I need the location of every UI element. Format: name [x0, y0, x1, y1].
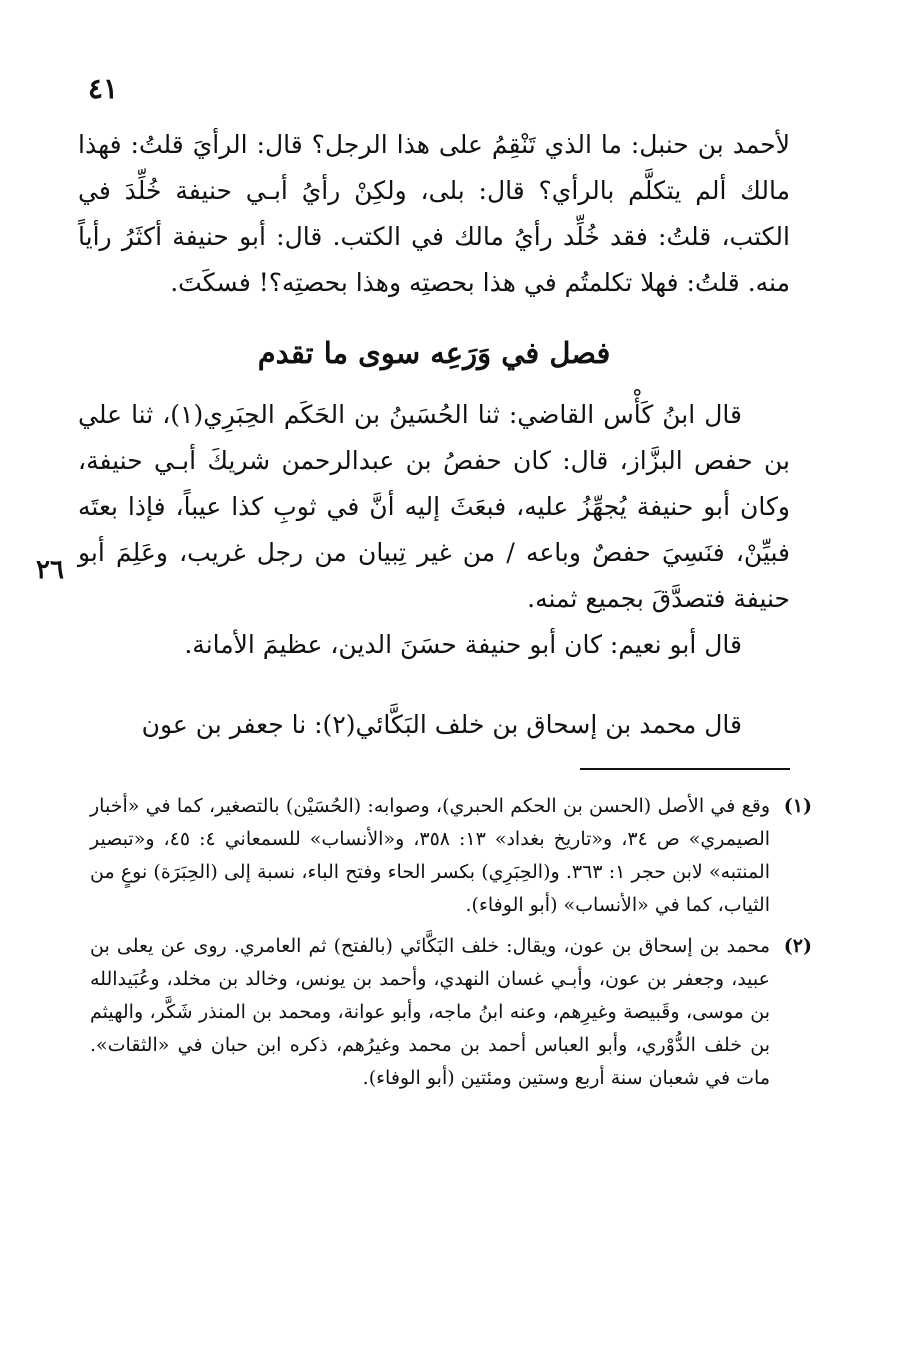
footnote-divider	[580, 768, 790, 770]
closing-paragraph-block	[78, 702, 790, 748]
footnote-text: وقع في الأصل (الحسن بن الحكم الحبري)، وصوابه: (الحُسَيْن) بالتصغير، كما في «أخبار الصيمري» ص ٣٤، و«تاريخ بغداد» ١٣: ٣٥٨، و«الأنساب» للسمعاني ٤: ٤٥، و«تبصير المنتبه» لابن حجر ١: ٣٦٣. و(الحِبَرِي) بكسر الحاء وفتح الباء، نسبة إلى (الحِبَرَة) نوعٍ من الثياب، كما في «الأنساب» (أبو الوفاء).	[90, 795, 771, 916]
footnote-label: (١)	[783, 795, 812, 817]
footnote-text: محمد بن إسحاق بن عون، ويقال: خلف البَكَّائي (بالفتح) ثم العامري. روى عن يعلى بن عبيد، وجعفر بن عون، وأبـي غسان النهدي، وأحمد بن يونس، وخالد بن مخلد، وعُبَيدالله بن موسى، وقَبيصة وغيرِهم، وعنه ابنُ ماجه، وأبو عوانة، ومحمد بن المنذر شَكَّر، والهيثم بن خلف الدُّوْري، وأبو العباس أحمد بن محمد وغيرُهم، ذكره ابن حبان في «الثقات». مات في شعبان سنة أربع وستين ومئتين (أبو الوفاء).	[90, 935, 770, 1089]
footnote	[90, 930, 812, 1095]
paragraph: لأحمد بن حنبل: ما الذي تَنْقِمُ على هذا الرجل؟ قال: الرأيَ قلتُ: فهذا مالك ألم يتكلَّم بالرأي؟ قال: بلى، ولكِنْ رأيُ أبـي حنيفة خُلِّدَ في الكتب، قلتُ: فقد خُلِّد رأيُ مالك في الكتب. قال: أبو حنيفة أكثَرُ رأياً منه. قلتُ: فهلا تكلمتُم في هذا بحصتِه وهذا بحصتِه؟! فسكَتَ.	[78, 130, 790, 297]
chapter-heading: فصل في وَرَعِه سوى ما تقدم	[257, 336, 611, 370]
footnotes-section	[90, 790, 812, 1103]
paragraph: قال محمد بن إسحاق بن خلف البَكَّائي(٢): نا جعفر بن عون	[141, 710, 742, 739]
paragraph: قال ابنُ كَأْس القاضي: ثنا الحُسَينُ بن الحَكَم الحِبَرِي(١)، ثنا علي بن حفص البزَّاز، قال: كان حفصُ بن عبدالرحمن شريكَ أبـي حنيفة، وكان أبو حنيفة يُجهِّزُ عليه، فبعَثَ إليه أنَّ في ثوبِ كذا عيباً، فإذا بعتَه فبيِّنْ، فنَسِيَ حفصٌ وباعه / من غير تِبيان من رجل غريب، وعَلِمَ أبو حنيفة فتصدَّقَ بجميع ثمنه.	[78, 400, 790, 613]
opening-paragraph-block	[78, 122, 790, 306]
footnote-label: (٢)	[783, 935, 812, 957]
footnote	[90, 790, 812, 922]
margin-page-reference: ٢٦	[36, 555, 64, 585]
main-paragraph-block	[78, 392, 790, 668]
page-number: ٤١	[88, 72, 119, 105]
paragraph: قال أبو نعيم: كان أبو حنيفة حسَنَ الدين، عظيمَ الأمانة.	[184, 630, 742, 659]
